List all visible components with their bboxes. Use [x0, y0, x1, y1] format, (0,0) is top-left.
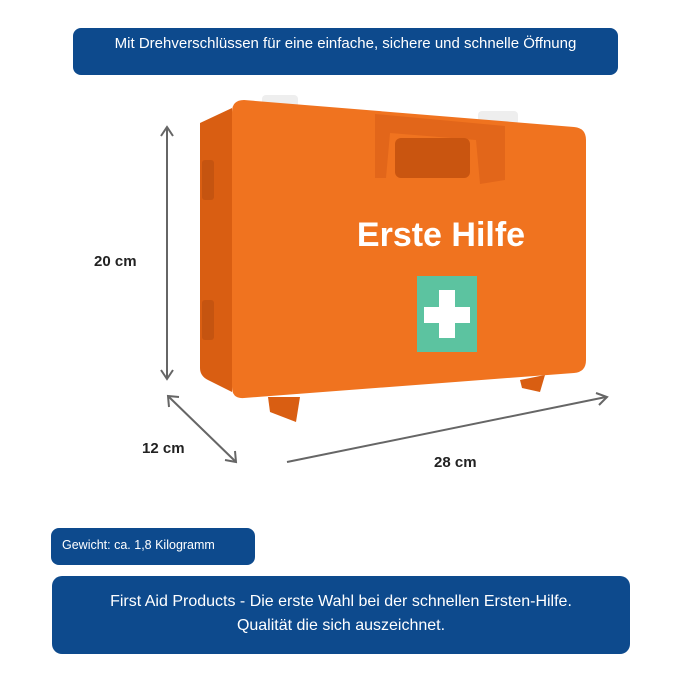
- footer-line-1: First Aid Products - Die erste Wahl bei der schnellen Ersten-Hilfe.: [110, 593, 572, 610]
- width-label: 28 cm: [434, 454, 477, 471]
- weight-text: Gewicht: ca. 1,8 Kilogramm: [62, 538, 215, 552]
- case-label: Erste Hilfe: [356, 216, 526, 254]
- case-side: [200, 108, 232, 392]
- height-label: 20 cm: [94, 253, 137, 270]
- weight-badge: [51, 528, 255, 565]
- banner-text: Mit Drehverschlüssen für eine einfache, sichere und schnelle Öffnung: [114, 35, 577, 52]
- footer-banner: [52, 576, 630, 654]
- width-arrow: [287, 397, 606, 462]
- footer-line-2: Qualität die sich auszeichnet.: [236, 617, 446, 634]
- depth-label: 12 cm: [142, 440, 185, 457]
